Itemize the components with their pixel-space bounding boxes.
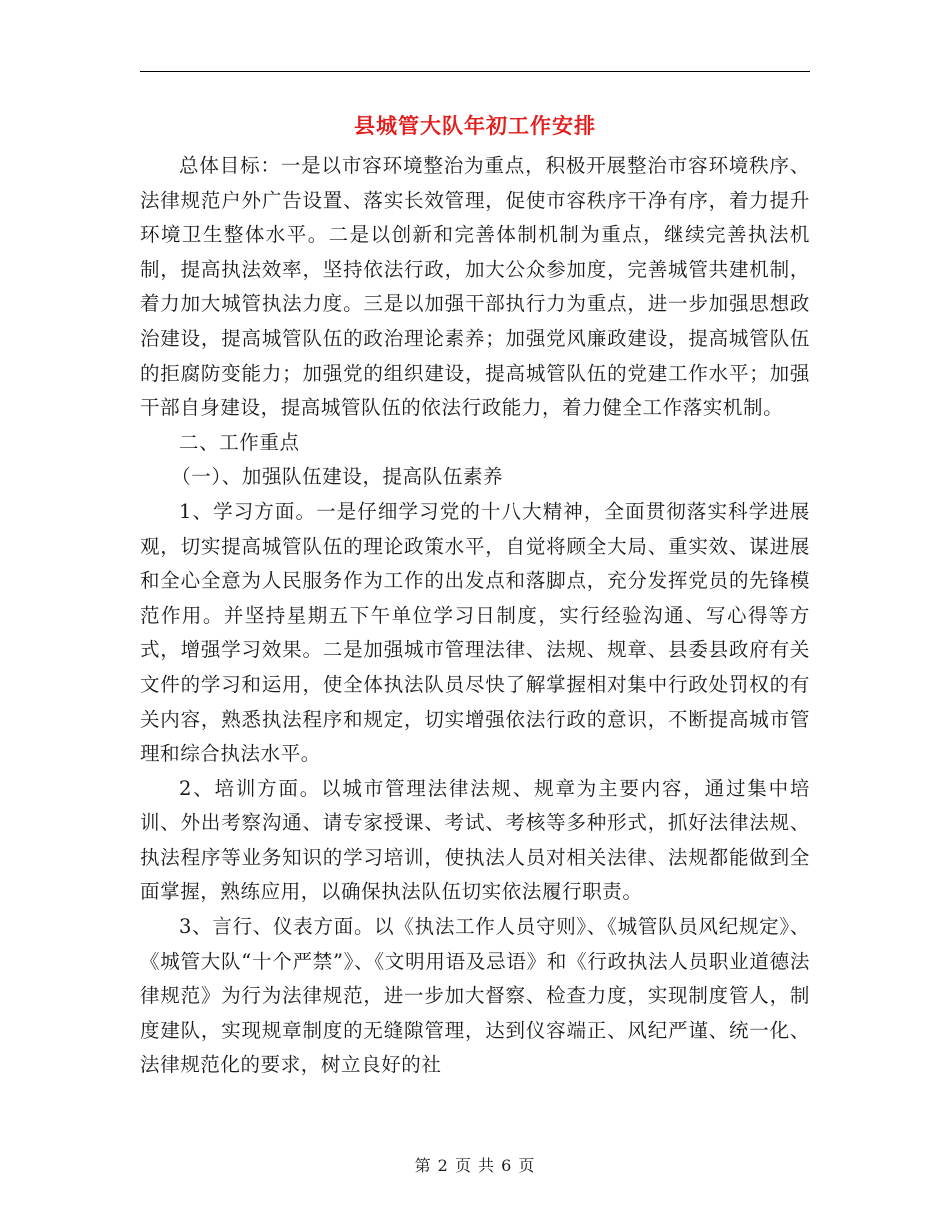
paragraph-training: 2、培训方面。以城市管理法律法规、规章为主要内容，通过集中培训、外出考察沟通、请专家授课、考试、考核等多种形式，抓好法律法规、执法程序等业务知识的学习培训，使执法人员对相关法律、法规都能做到全面掌握，熟练应用，以确保执法队伍切实依法履行职责。	[140, 776, 810, 904]
subsection-heading-team-building: （一）、加强队伍建设，提高队伍素养	[171, 465, 504, 489]
document-title: 县城管大队年初工作安排	[354, 113, 596, 138]
section-heading-work-focus: 二、工作重点	[179, 430, 300, 454]
paragraph-study: 1、学习方面。一是仔细学习党的十八大精神，全面贯彻落实科学进展观，切实提高城管队伍的理论政策水平，自觉将顾全大局、重实效、谋进展和全心全意为人民服务作为工作的出发点和落脚点，充分发挥党员的先锋模范作用。并坚持星期五下午单位学习日制度，实行经验沟通、写心得等方式，增强学习效果。二是加强城市管理法律、法规、规章、县委县政府有关文件的学习和运用，使全体执法队员尽快了解掌握相对集中行政处罚权的有关内容，熟悉执法程序和规定，切实增强依法行政的意识，不断提高城市管理和综合执法水平。	[140, 499, 810, 766]
document-body	[140, 149, 810, 1083]
header-rule	[140, 71, 810, 72]
paragraph-overall-goals: 总体目标：一是以市容环境整治为重点，积极开展整治市容环境秩序、法律规范户外广告设置、落实长效管理，促使市容秩序干净有序，着力提升环境卫生整体水平。二是以创新和完善体制机制为重点，继续完善执法机制，提高执法效率，坚持依法行政，加大公众参加度，完善城管共建机制，着力加大城管执法力度。三是以加强干部执行力为重点，进一步加强思想政治建设，提高城管队伍的政治理论素养；加强党风廉政建设，提高城管队伍的拒腐防变能力；加强党的组织建设，提高城管队伍的党建工作水平；加强干部自身建设，提高城管队伍的依法行政能力，着力健全工作落实机制。	[140, 154, 810, 420]
page-number: 第 2 页 共 6 页	[414, 1156, 536, 1175]
paragraph-conduct: 3、言行、仪表方面。以《执法工作人员守则》、《城管队员风纪规定》、《城管大队“十个严禁”》、《文明用语及忌语》和《行政执法人员职业道德法律规范》为行为法律规范，进一步加大督察、检查力度，实现制度管人，制度建队，实现规章制度的无缝隙管理，达到仪容端正、风纪严谨、统一化、法律规范化的要求，树立良好的社	[140, 915, 810, 1077]
